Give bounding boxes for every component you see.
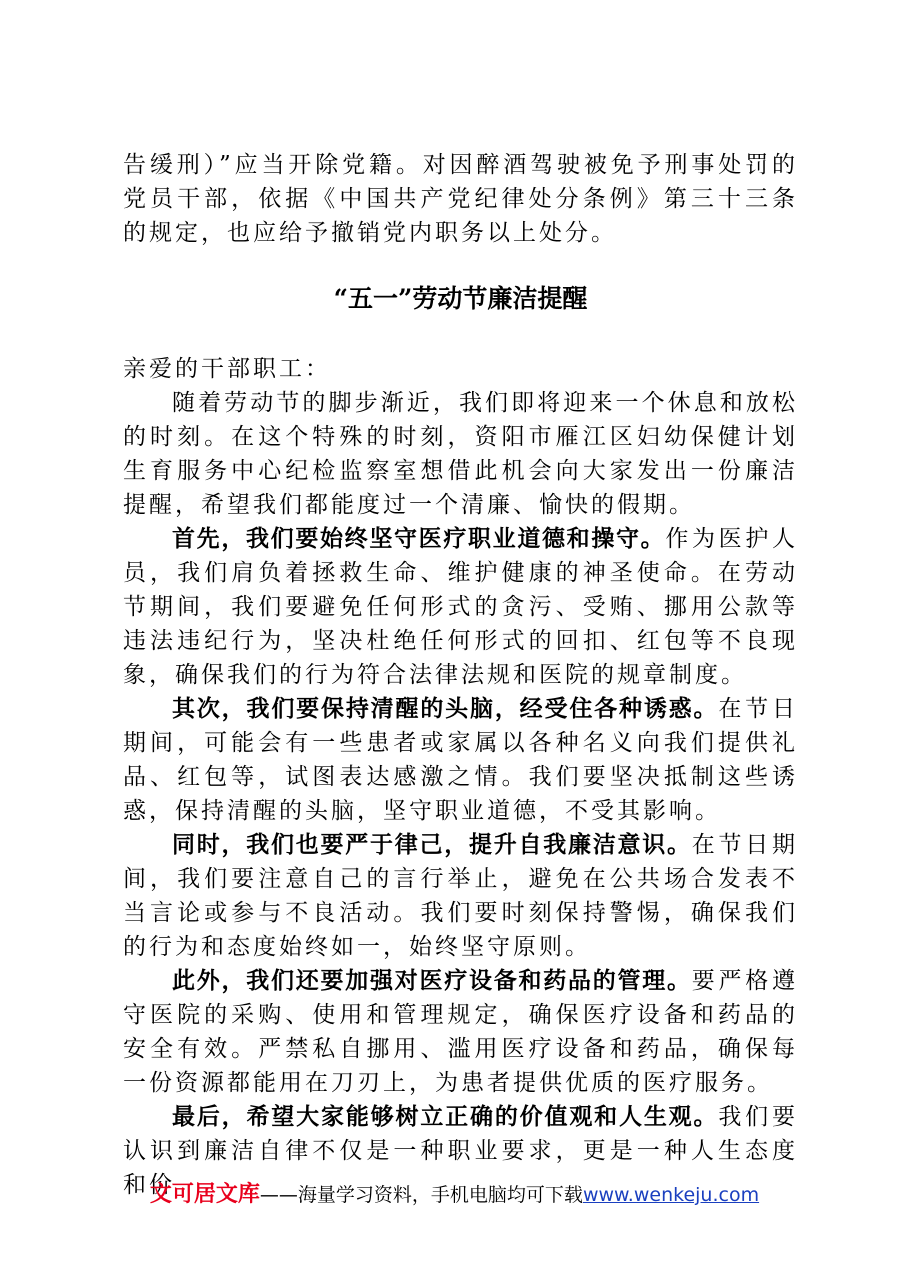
paragraph-lead: 此外，我们还要加强对医疗设备和药品的管理。	[172, 968, 692, 994]
paragraph-4	[123, 828, 798, 964]
paragraph-body: 要严格遵守医院的采购、使用和管理规定，确保医疗设备和药品的安全有效。严禁私自挪用、滥用医疗设备和药品，确保每一份资源都能用在刀刃上，为患者提供优质的医疗服务。	[123, 968, 798, 1096]
paragraph-body: 随着劳动节的脚步渐近，我们即将迎来一个休息和放松的时刻。在这个特殊的时刻，资阳市雁江区妇幼保健计划生育服务中心纪检监察室想借此机会向大家发出一份廉洁提醒，希望我们都能度过一个清廉、愉快的假期。	[123, 390, 798, 518]
intro-paragraph: 告缓刑）”应当开除党籍。对因醉酒驾驶被免予刑事处罚的党员干部，依据《中国共产党纪律处分条例》第三十三条的规定，也应给予撤销党内职务以上处分。	[123, 152, 798, 246]
paragraph-3	[123, 692, 798, 828]
paragraph-body: 作为医护人员，我们肩负着拯救生命、维护健康的神圣使命。在劳动节期间，我们要避免任何形式的贪污、受贿、挪用公款等违法违纪行为，坚决杜绝任何形式的回扣、红包等不良现象，确保我们的行为符合法律法规和医院的规章制度。	[123, 526, 799, 688]
paragraph-lead: 同时，我们也要严于律己，提升自我廉洁意识。	[172, 832, 692, 858]
paragraph-body: 我们要认识到廉洁自律不仅是一种职业要求，更是一种人生态度和价	[123, 1104, 799, 1198]
paragraph-lead: 首先，我们要始终坚守医疗职业道德和操守。	[172, 526, 666, 552]
document-title: “五一”劳动节廉洁提醒	[333, 284, 588, 313]
footer-brand: 文可居文库	[149, 1182, 260, 1207]
footer-site-link[interactable]: www.wenkeju.com	[582, 1184, 760, 1206]
paragraph-1	[123, 386, 798, 522]
paragraph-body: 在节日期间，我们要注意自己的言行举止，避免在公共场合发表不当言论或参与不良活动。我们要时刻保持警惕，确保我们的行为和态度始终如一，始终坚守原则。	[123, 832, 798, 960]
salutation: 亲爱的干部职工：	[123, 356, 331, 382]
footer-slogan: ——海量学习资料，手机电脑均可下载	[259, 1184, 583, 1206]
paragraph-lead: 其次，我们要保持清醒的头脑，经受住各种诱惑。	[172, 696, 719, 722]
footer-banner	[0, 1181, 909, 1209]
paragraph-lead: 最后，希望大家能够树立正确的价值观和人生观。	[172, 1104, 719, 1130]
paragraph-body: 在节日期间，可能会有一些患者或家属以各种名义向我们提供礼品、红包等，试图表达感激之情。我们要坚决抵制这些诱惑，保持清醒的头脑，坚守职业道德，不受其影响。	[123, 696, 799, 824]
paragraph-5	[123, 964, 798, 1100]
paragraph-2	[123, 522, 798, 692]
